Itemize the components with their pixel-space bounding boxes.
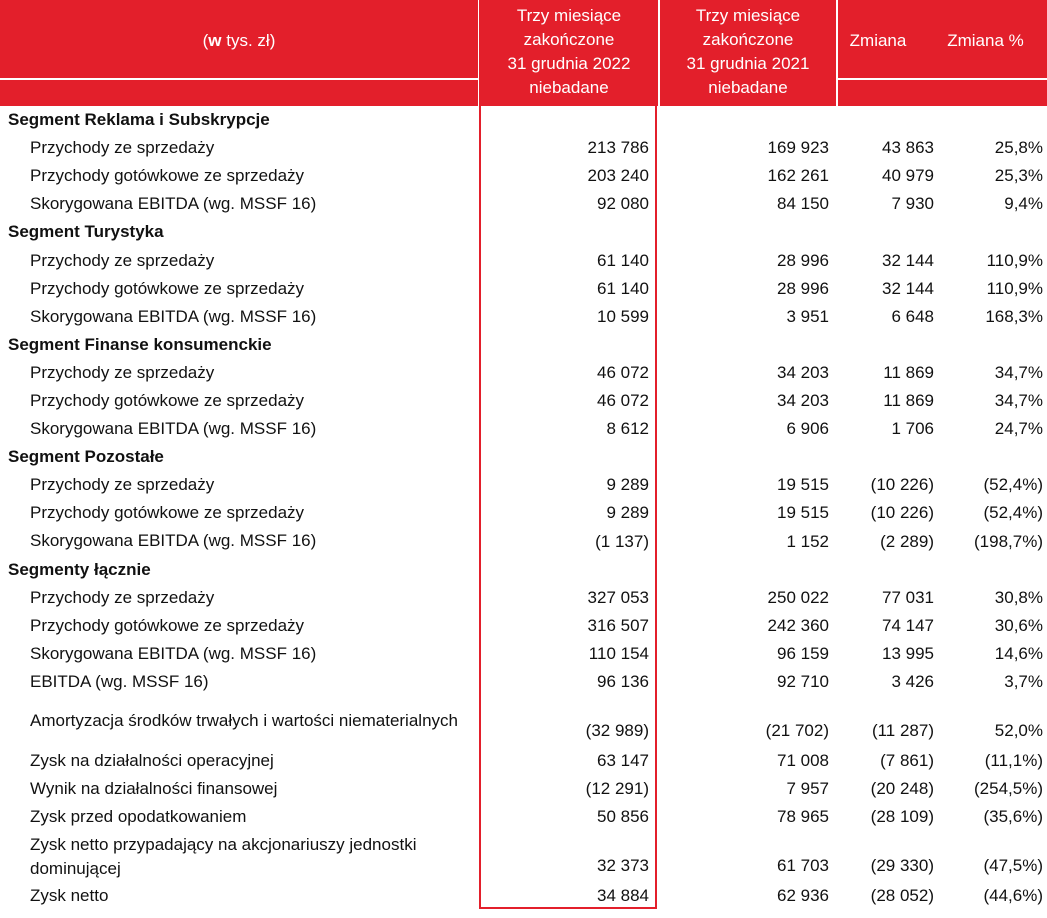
section-title: Segmenty łącznie — [8, 559, 151, 579]
row-label: Przychody gotówkowe ze sprzedaży — [30, 390, 305, 410]
section-title: Segment Finanse konsumenckie — [8, 334, 272, 354]
table-row — [0, 190, 1047, 218]
unit-header — [0, 29, 478, 53]
unit-suffix: tys. zł) — [221, 31, 276, 50]
value-change: 7 930 — [891, 194, 934, 214]
header-line: niebadane — [708, 78, 788, 97]
header-line: Trzy miesiące — [695, 6, 801, 25]
row-label: Skorygowana EBITDA (wg. MSSF 16) — [30, 643, 317, 663]
header-line: 31 grudnia 2022 — [507, 54, 631, 73]
row-label: Przychody ze sprzedaży — [30, 362, 215, 382]
section-title: Segment Pozostałe — [8, 447, 164, 467]
value-2021: 71 008 — [777, 751, 829, 771]
value-change: (10 226) — [870, 503, 934, 523]
value-change: 1 706 — [891, 419, 934, 439]
value-2021: 6 906 — [786, 419, 829, 439]
header-line: niebadane — [529, 78, 609, 97]
table-row — [0, 303, 1047, 331]
table-row — [0, 471, 1047, 499]
row-label: Skorygowana EBITDA (wg. MSSF 16) — [30, 194, 317, 214]
value-2021: 19 515 — [777, 503, 829, 523]
unit-prefix: ( — [202, 31, 209, 50]
column-header-2021 — [660, 4, 836, 100]
header-divider — [478, 0, 480, 106]
row-label: Przychody gotówkowe ze sprzedaży — [30, 278, 305, 298]
row-label: EBITDA (wg. MSSF 16) — [30, 671, 209, 691]
value-2022: 8 612 — [606, 419, 649, 439]
value-change-percent: (52,4%) — [983, 475, 1043, 495]
table-row — [0, 612, 1047, 640]
section-row — [0, 556, 1047, 584]
unit-bold: w — [208, 31, 222, 50]
row-label: Zysk netto przypadający na akcjonariuszy jednostki dominującej — [30, 834, 417, 878]
value-2022: (1 137) — [595, 531, 649, 551]
value-change-percent: 24,7% — [994, 419, 1043, 439]
section-row — [0, 331, 1047, 359]
table-row — [0, 499, 1047, 527]
value-change: 43 863 — [882, 138, 934, 158]
column-header-change-percent: Zmiana % — [947, 31, 1024, 50]
value-2022: 46 072 — [597, 362, 649, 382]
value-2022: 213 786 — [587, 138, 649, 158]
value-change: (2 289) — [880, 531, 934, 551]
value-change-percent: 52,0% — [994, 720, 1043, 740]
value-2022: 9 289 — [606, 503, 649, 523]
value-2021: 78 965 — [777, 807, 829, 827]
value-2022: (32 989) — [585, 720, 649, 740]
value-2022: 61 140 — [597, 250, 649, 270]
value-change: (7 861) — [880, 751, 934, 771]
value-change-percent: 34,7% — [994, 391, 1043, 411]
table-row — [0, 584, 1047, 612]
value-2021: 96 159 — [777, 643, 829, 663]
row-label: Wynik na działalności finansowej — [30, 779, 278, 799]
value-2021: 3 951 — [786, 306, 829, 326]
value-change: (28 109) — [870, 807, 934, 827]
value-2022: 327 053 — [587, 587, 649, 607]
value-2022: 34 884 — [597, 886, 649, 906]
value-2022: 110 154 — [588, 643, 649, 663]
row-label: Skorygowana EBITDA (wg. MSSF 16) — [30, 419, 317, 439]
row-label: Skorygowana EBITDA (wg. MSSF 16) — [30, 531, 317, 551]
table-row — [0, 747, 1047, 775]
header-line: Trzy miesiące — [516, 6, 622, 25]
value-change: 13 995 — [882, 643, 934, 663]
table-row — [0, 246, 1047, 274]
value-change: 3 426 — [891, 671, 934, 691]
table-row — [0, 696, 1047, 747]
value-2021: 34 203 — [777, 391, 829, 411]
value-2021: (21 702) — [765, 720, 829, 740]
value-change: (28 052) — [870, 886, 934, 906]
value-2021: 28 996 — [777, 278, 829, 298]
row-label: Zysk przed opodatkowaniem — [30, 807, 247, 827]
row-label: Amortyzacja środków trwałych i wartości niematerialnych — [30, 711, 458, 731]
table-row — [0, 803, 1047, 831]
value-change: 6 648 — [891, 306, 934, 326]
value-2021: 62 936 — [777, 886, 829, 906]
value-change-percent: 9,4% — [1004, 194, 1043, 214]
section-row — [0, 443, 1047, 471]
value-change-percent: 30,8% — [994, 587, 1043, 607]
row-label: Przychody gotówkowe ze sprzedaży — [30, 166, 305, 186]
value-change: 74 147 — [882, 615, 934, 635]
value-2021: 92 710 — [777, 671, 829, 691]
column-header-2022 — [480, 4, 658, 100]
table-row — [0, 668, 1047, 696]
value-2022: 10 599 — [597, 306, 649, 326]
value-2021: 250 022 — [767, 587, 829, 607]
header-divider — [0, 78, 478, 80]
row-label: Przychody gotówkowe ze sprzedaży — [30, 615, 305, 635]
header-divider — [836, 0, 838, 106]
row-label: Przychody ze sprzedaży — [30, 587, 215, 607]
value-2022: 32 373 — [597, 856, 649, 876]
value-change-percent: 25,8% — [994, 138, 1043, 158]
value-2021: 84 150 — [777, 194, 829, 214]
value-change: (10 226) — [870, 475, 934, 495]
table-row — [0, 275, 1047, 303]
value-2022: 9 289 — [606, 475, 649, 495]
value-change-percent: 14,6% — [994, 643, 1043, 663]
section-row — [0, 218, 1047, 246]
table-row — [0, 162, 1047, 190]
table-row — [0, 415, 1047, 443]
value-change: 77 031 — [882, 587, 934, 607]
header-line: 31 grudnia 2021 — [686, 54, 810, 73]
row-label: Przychody ze sprzedaży — [30, 475, 215, 495]
table-row — [0, 387, 1047, 415]
value-2021: 19 515 — [777, 475, 829, 495]
value-change: 11 869 — [883, 391, 934, 411]
row-label: Zysk netto — [30, 886, 109, 906]
section-row — [0, 106, 1047, 134]
section-title: Segment Reklama i Subskrypcje — [8, 110, 270, 130]
header-line: zakończone — [523, 30, 615, 49]
value-change-percent: (52,4%) — [983, 503, 1043, 523]
table-row — [0, 882, 1047, 910]
table-header — [0, 0, 1047, 106]
value-change-percent: (35,6%) — [983, 807, 1043, 827]
column-header-change: Zmiana — [849, 31, 907, 50]
header-line: zakończone — [702, 30, 794, 49]
header-divider — [658, 0, 660, 106]
table-row — [0, 527, 1047, 555]
row-label: Przychody ze sprzedaży — [30, 138, 215, 158]
value-change-percent: (44,6%) — [983, 886, 1043, 906]
value-change: 40 979 — [882, 166, 934, 186]
value-2021: 28 996 — [777, 250, 829, 270]
value-2021: 162 261 — [767, 166, 829, 186]
value-2021: 61 703 — [777, 856, 829, 876]
value-change: 32 144 — [882, 250, 934, 270]
value-2021: 7 957 — [786, 779, 829, 799]
value-change-percent: 110,9% — [986, 278, 1043, 298]
value-2022: 203 240 — [587, 166, 649, 186]
value-change-percent: (11,1%) — [984, 751, 1043, 771]
value-change-percent: 34,7% — [994, 362, 1043, 382]
value-2021: 169 923 — [767, 138, 829, 158]
value-change-percent: (198,7%) — [974, 531, 1043, 551]
row-label: Zysk na działalności operacyjnej — [30, 751, 274, 771]
table-row — [0, 134, 1047, 162]
value-change-percent: 3,7% — [1004, 671, 1043, 691]
value-change-percent: (47,5%) — [983, 856, 1043, 876]
table-row — [0, 831, 1047, 882]
value-change: (29 330) — [870, 856, 934, 876]
row-label: Przychody gotówkowe ze sprzedaży — [30, 503, 305, 523]
table-row — [0, 640, 1047, 668]
value-2022: 96 136 — [597, 671, 649, 691]
value-change-percent: 30,6% — [994, 615, 1043, 635]
value-change-percent: 110,9% — [986, 250, 1043, 270]
value-2022: 50 856 — [597, 807, 649, 827]
value-2022: (12 291) — [585, 779, 649, 799]
value-2021: 242 360 — [767, 615, 829, 635]
value-change-percent: 25,3% — [994, 166, 1043, 186]
value-2022: 92 080 — [597, 194, 649, 214]
value-change-percent: (254,5%) — [974, 779, 1043, 799]
table-row — [0, 359, 1047, 387]
value-2021: 1 152 — [786, 531, 829, 551]
value-change: (11 287) — [871, 720, 934, 740]
value-2022: 316 507 — [587, 615, 649, 635]
value-change: 11 869 — [883, 362, 934, 382]
value-change: (20 248) — [870, 779, 934, 799]
value-2022: 46 072 — [597, 391, 649, 411]
value-2022: 61 140 — [597, 278, 649, 298]
row-label: Skorygowana EBITDA (wg. MSSF 16) — [30, 306, 317, 326]
section-title: Segment Turystyka — [8, 222, 164, 242]
header-divider — [838, 78, 1047, 80]
table-body — [0, 106, 1047, 910]
row-label: Przychody ze sprzedaży — [30, 250, 215, 270]
value-change-percent: 168,3% — [985, 306, 1043, 326]
value-2021: 34 203 — [777, 362, 829, 382]
value-2022: 63 147 — [597, 751, 649, 771]
value-change: 32 144 — [882, 278, 934, 298]
table-row — [0, 775, 1047, 803]
